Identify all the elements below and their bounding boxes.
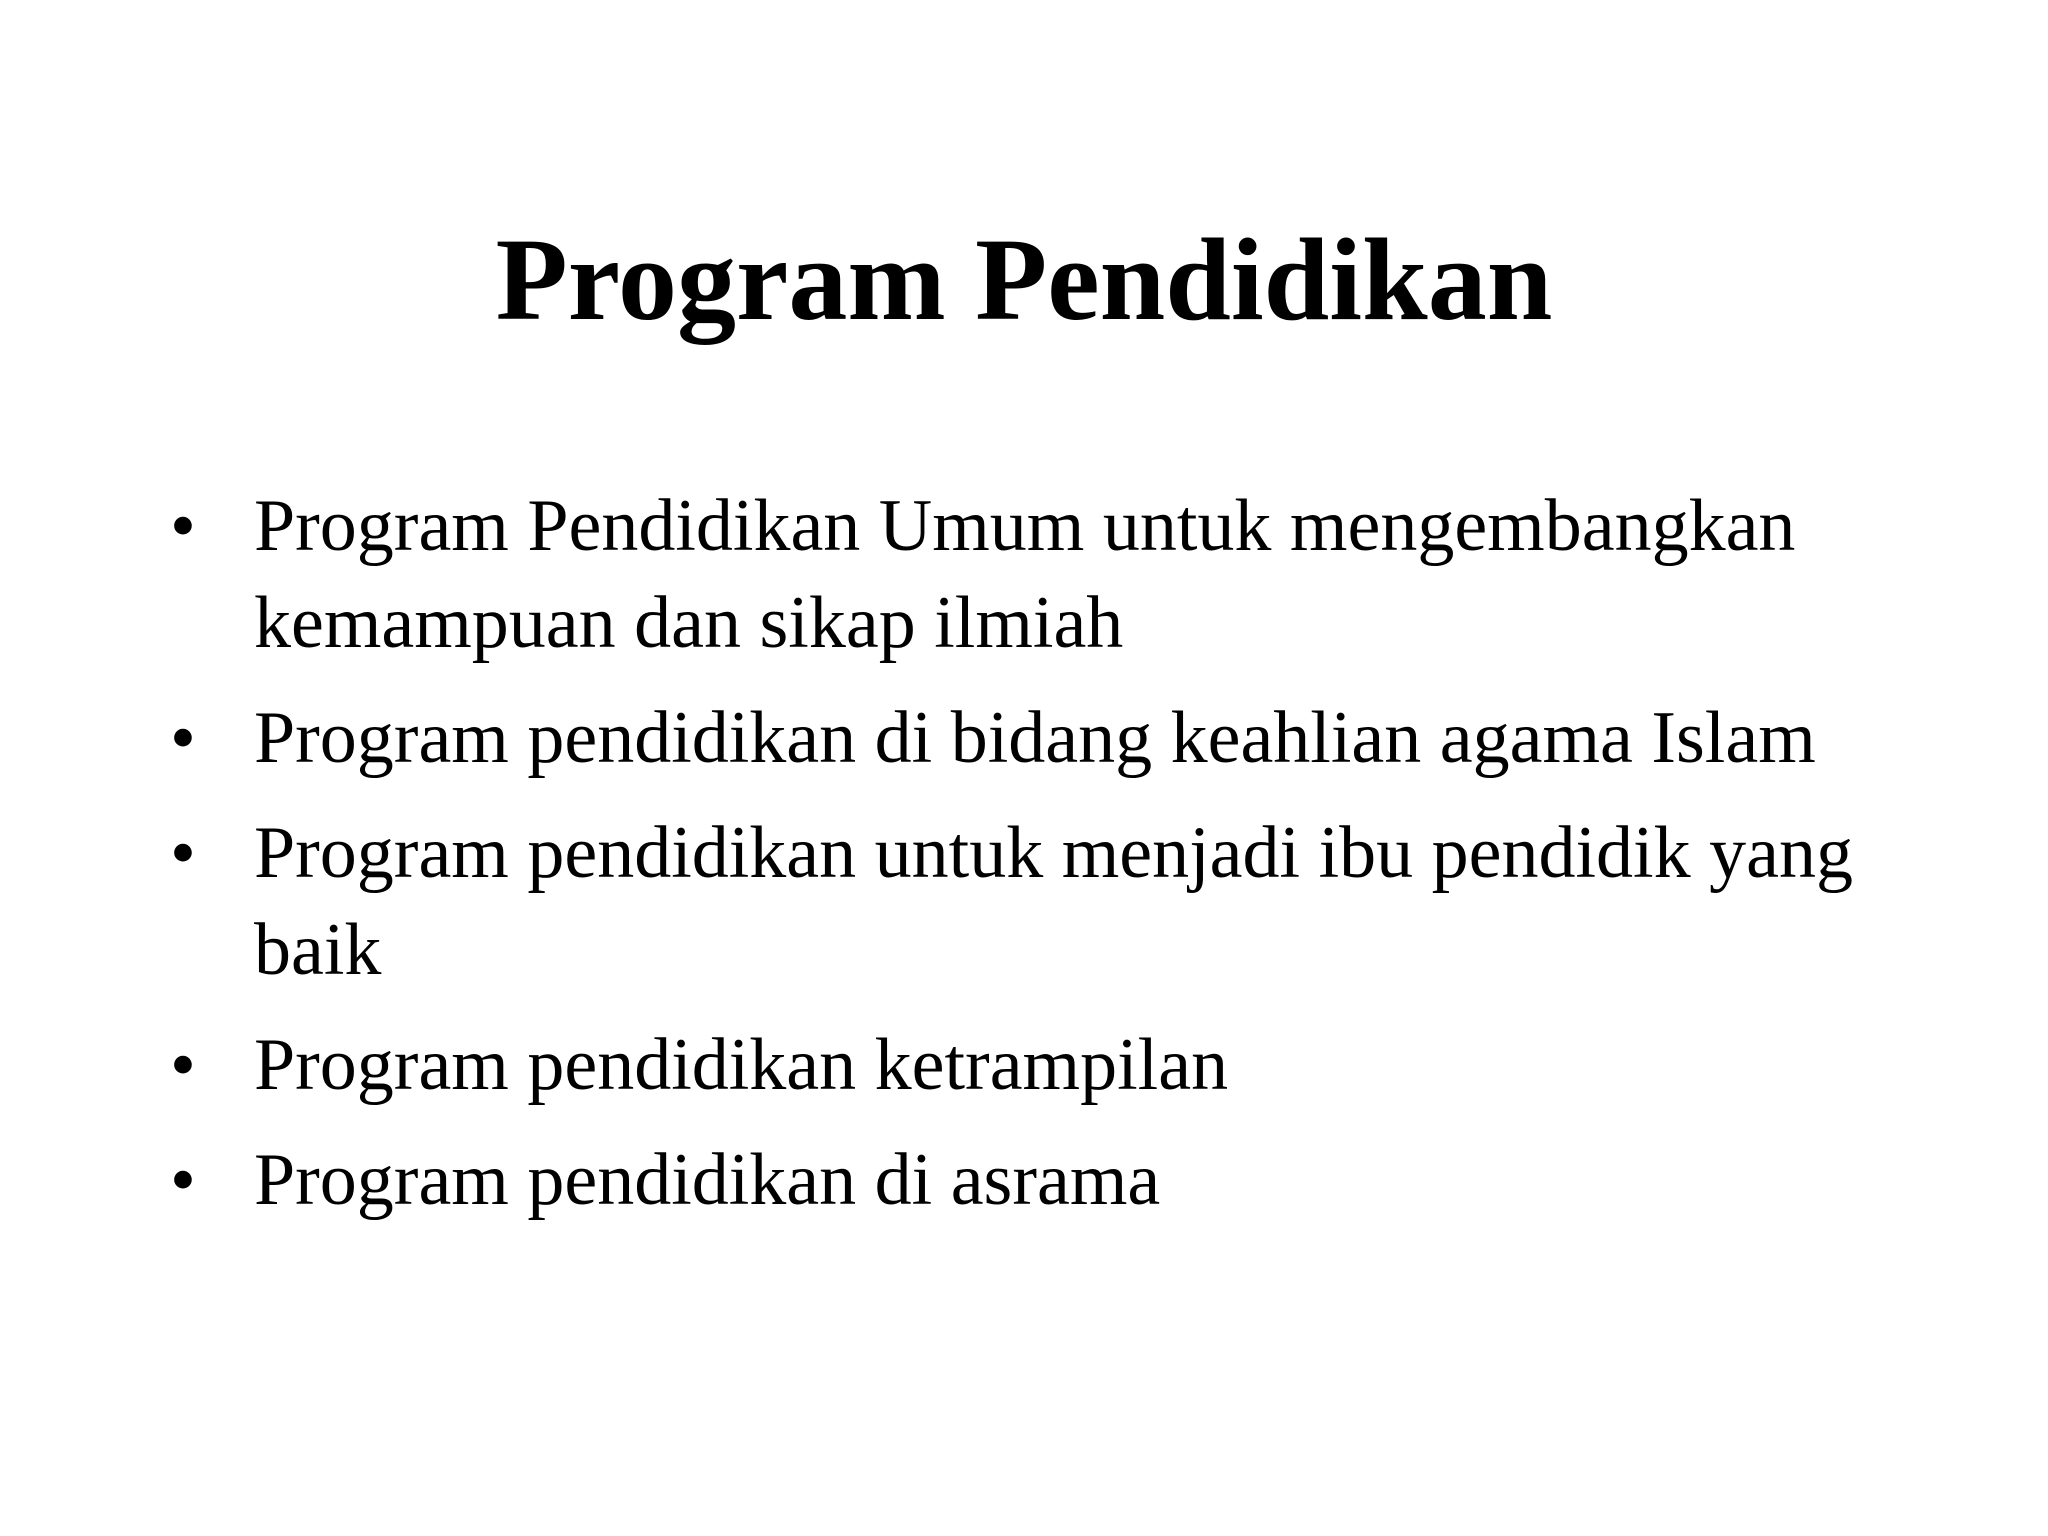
list-item [170, 1132, 1930, 1229]
list-item-text: Program Pendidikan Umum untuk mengembangkan kemampuan dan sikap ilmiah [254, 485, 1796, 664]
bullet-list [170, 478, 1930, 1247]
bullet-icon: • [170, 1139, 196, 1221]
list-item-text: Program pendidikan di bidang keahlian agama Islam [254, 697, 1816, 779]
list-item [170, 1017, 1930, 1114]
list-item-text: Program pendidikan ketrampilan [254, 1024, 1229, 1106]
bullet-icon: • [170, 812, 196, 894]
list-item-text: Program pendidikan untuk menjadi ibu pendidik yang baik [254, 812, 1853, 991]
slide-title: Program Pendidikan [495, 214, 1553, 345]
list-item-text: Program pendidikan di asrama [254, 1139, 1161, 1221]
list-item [170, 690, 1930, 787]
bullet-icon: • [170, 485, 196, 567]
list-item [170, 805, 1930, 999]
bullet-icon: • [170, 697, 196, 779]
list-item [170, 478, 1930, 672]
bullet-icon: • [170, 1024, 196, 1106]
